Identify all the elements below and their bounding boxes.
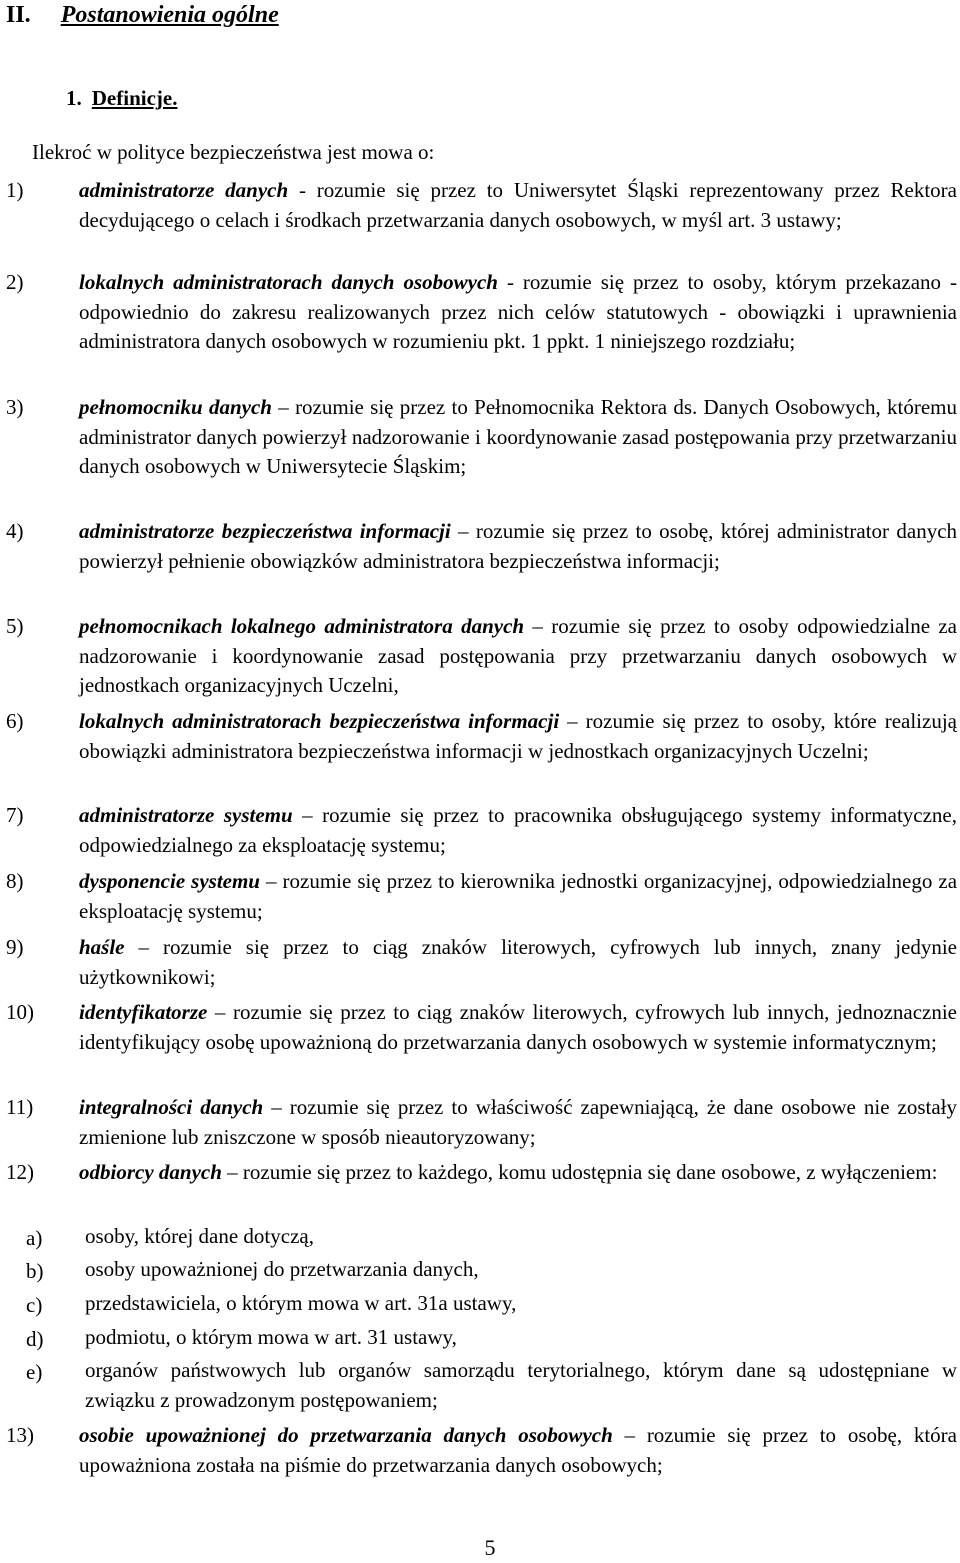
defined-term: haśle: [79, 935, 125, 959]
defined-term: pełnomocnikach lokalnego administratora danych: [79, 614, 525, 638]
sub-item-text: przedstawiciela, o którym mowa w art. 31a ustawy,: [85, 1291, 517, 1315]
sub-item-letter: d): [26, 1327, 44, 1351]
defined-term: odbiorcy danych: [79, 1160, 222, 1184]
definition-text: rozumie się przez to ciąg znaków literowych, cyfrowych lub innych, znany jedynie użytkownikowi;: [79, 935, 958, 989]
term-separator: –: [559, 709, 586, 733]
item-number: 6): [6, 709, 24, 733]
defined-term: administratorze systemu: [79, 803, 293, 827]
definition-text: rozumie się przez to kierownika jednostki organizacyjnej, odpowiedzialnego za eksploatację systemu;: [79, 869, 958, 923]
sub-item-text: podmiotu, o którym mowa w art. 31 ustawy,: [85, 1325, 457, 1349]
sub-item-text: organów państwowych lub organów samorządu terytorialnego, którym dane są udostępniane w związku z prowadzonym postępowaniem;: [85, 1358, 957, 1412]
intro-paragraph: Ilekroć w polityce bezpieczeństwa jest mowa o:: [32, 140, 435, 164]
defined-term: osobie upoważnionej do przetwarzania danych osobowych: [79, 1423, 613, 1447]
sub-item-letter: c): [26, 1293, 43, 1317]
definition-item: [0, 801, 957, 860]
term-separator: –: [612, 1423, 647, 1447]
item-number: 2): [6, 270, 24, 294]
item-number: 13): [6, 1423, 34, 1447]
sub-item-letter: e): [26, 1360, 43, 1384]
definition-text: rozumie się przez to osoby odpowiedzialne za nadzorowanie i koordynowanie zasad postępowania przy przetwarzaniu danych osobowych w jednostkach organizacyjnych Uczelni,: [79, 614, 958, 697]
definition-text: rozumie się przez to osoby, które realizują obowiązki administratora bezpieczeństwa informacji w jednostkach organizacyjnych Uczelni;: [79, 709, 957, 763]
defined-term: integralności danych: [79, 1095, 264, 1119]
definition-text: rozumie się przez to Uniwersytet Śląski reprezentowany przez Rektora decydującego o celach i środkach przetwarzania danych osobowych, w myśl art. 3 ustawy;: [79, 178, 957, 232]
term-separator: –: [271, 395, 296, 419]
item-number: 9): [6, 935, 24, 959]
definition-text: rozumie się przez to właściwość zapewniającą, że dane osobowe nie zostały zmienione lub zniszczone w sposób nieautoryzowany;: [79, 1095, 958, 1149]
definition-text: rozumie się przez to Pełnomocnika Rektora ds. Danych Osobowych, któremu administrator danych powierzył nadzorowanie i koordynowanie zasad postępowania przy przetwarzaniu danych osobowych w Uniwersytecie Śląskim;: [79, 395, 957, 478]
subsection-heading: [66, 84, 177, 112]
term-separator: –: [207, 1000, 233, 1024]
item-number: 1): [6, 178, 24, 202]
definition-item: [0, 867, 957, 926]
definition-item: [0, 176, 957, 235]
item-number: 5): [6, 614, 24, 638]
subsection-number: 1.: [66, 86, 82, 110]
sub-list-item: [0, 1323, 957, 1353]
definition-text: rozumie się przez to osobę, której administrator danych powierzył pełnienie obowiązków administratora bezpieczeństwa informacji;: [79, 519, 958, 573]
definition-text: rozumie się przez to każdego, komu udostępnia się dane osobowe, z wyłączeniem:: [242, 1160, 938, 1184]
section-heading: [6, 0, 279, 30]
term-separator: –: [524, 614, 552, 638]
sub-item-letter: b): [26, 1259, 44, 1283]
definition-item: [0, 1158, 957, 1188]
definition-item: [0, 707, 957, 766]
term-separator: –: [292, 803, 323, 827]
sub-list-item: [0, 1356, 957, 1415]
definition-text: rozumie się przez to osobę, która upoważniona została na piśmie do przetwarzania danych osobowych;: [79, 1423, 957, 1477]
sub-list-item: [0, 1255, 957, 1285]
item-number: 3): [6, 395, 24, 419]
item-number: 11): [6, 1095, 34, 1119]
defined-term: pełnomocniku danych: [79, 395, 272, 419]
definition-text: rozumie się przez to osoby, którym przekazano - odpowiednio do zakresu realizowanych przez nich celów statutowych - obowiązki i uprawnienia administratora danych osobowych w rozumieniu pkt. 1 ppkt. 1 niniejszego rozdziału;: [79, 270, 957, 353]
page-number: 5: [484, 1535, 496, 1560]
definition-item: [0, 998, 957, 1057]
defined-term: administratorze bezpieczeństwa informacji: [79, 519, 451, 543]
defined-term: administratorze danych: [79, 178, 289, 202]
term-separator: –: [260, 869, 283, 893]
item-number: 4): [6, 519, 24, 543]
subsection-title: Definicje.: [91, 86, 178, 110]
definition-item: [0, 1093, 957, 1152]
definition-item: [0, 268, 957, 357]
term-separator: –: [263, 1095, 290, 1119]
definition-text: rozumie się przez to ciąg znaków literowych, cyfrowych lub innych, jednoznacznie identyfikujący osobę upoważnioną do przetwarzania danych osobowych w systemie informatycznym;: [79, 1000, 958, 1054]
defined-term: lokalnych administratorach bezpieczeństwa informacji: [79, 709, 560, 733]
term-separator: –: [450, 519, 476, 543]
defined-term: lokalnych administratorach danych osobowych: [79, 270, 498, 294]
item-number: 8): [6, 869, 24, 893]
term-separator: –: [124, 935, 163, 959]
section-number: II.: [6, 2, 31, 28]
item-number: 10): [6, 1000, 34, 1024]
term-separator: –: [221, 1160, 243, 1184]
definition-item: [0, 612, 957, 701]
item-number: 7): [6, 803, 24, 827]
definition-item: [0, 517, 957, 576]
sub-item-text: osoby, której dane dotyczą,: [85, 1224, 314, 1248]
definition-item: [0, 1421, 957, 1480]
term-separator: -: [288, 178, 317, 202]
item-number: 12): [6, 1160, 34, 1184]
definition-text: rozumie się przez to pracownika obsługującego systemy informatyczne, odpowiedzialnego za eksploatację systemu;: [79, 803, 957, 857]
definition-item: [0, 933, 957, 992]
sub-item-letter: a): [26, 1226, 43, 1250]
sub-list-item: [0, 1222, 957, 1252]
defined-term: dysponencie systemu: [79, 869, 260, 893]
term-separator: -: [497, 270, 523, 294]
section-title: Postanowienia ogólne: [60, 2, 279, 28]
sub-item-text: osoby upoważnionej do przetwarzania danych,: [85, 1257, 479, 1281]
defined-term: identyfikatorze: [79, 1000, 208, 1024]
sub-list-item: [0, 1289, 957, 1319]
definition-item: [0, 393, 957, 482]
